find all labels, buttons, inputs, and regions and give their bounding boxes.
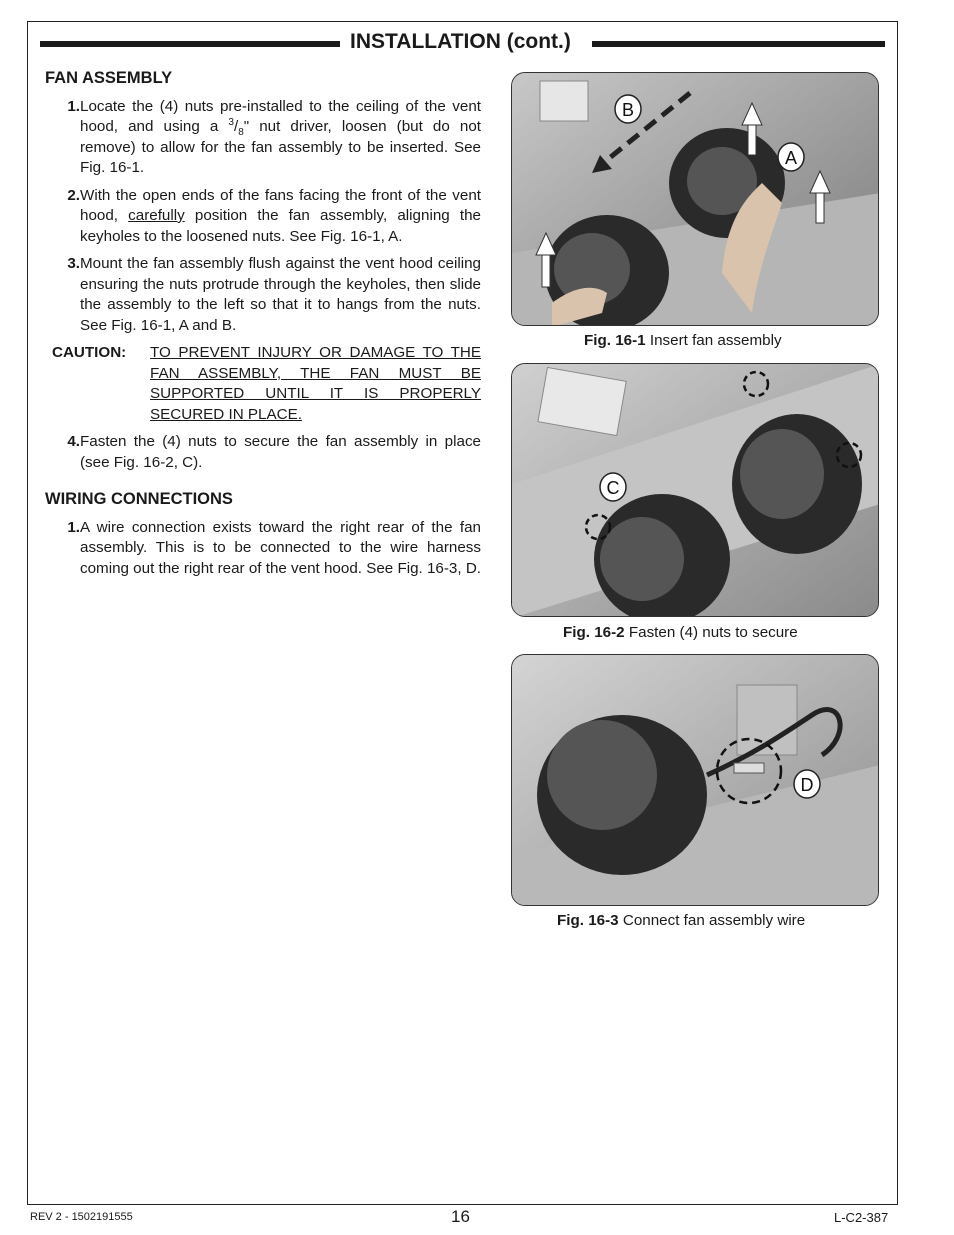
wire-connector: [734, 763, 764, 773]
callout-label-c: C: [606, 478, 620, 498]
title-rule-right: [592, 41, 885, 47]
figure-caption-text: Insert fan assembly: [649, 332, 782, 349]
callout-label-d: D: [800, 775, 814, 795]
figure-16-2-caption: [563, 624, 798, 641]
figure-caption-text: Fasten (4) nuts to secure: [628, 624, 798, 641]
step-text: Mount the fan assembly flush against the vent hood ceiling ensuring the nuts protrude through the keyholes, then slide the assembly to the left so that it to hangs from the nuts. See Fig. 16-1, A and B.: [80, 255, 481, 334]
document-code: L-C2-387: [834, 1210, 889, 1225]
fan-step-2: [45, 186, 481, 248]
step-number: 1.: [67, 518, 80, 536]
figure-16-2-photo: [511, 363, 879, 617]
callout-label-a: A: [784, 148, 798, 168]
wire-connect-illustration: [512, 655, 879, 906]
figure-16-1-photo: [511, 72, 879, 326]
figure-16-3-photo: [511, 654, 879, 906]
figure-id: Fig. 16-1: [584, 332, 646, 349]
fan-step-4: [45, 432, 481, 473]
figure-id: Fig. 16-3: [557, 912, 619, 929]
step-text-part: Locate the (4) nuts pre-installed to the ceiling of the vent hood, and using a: [80, 97, 481, 135]
fan-assembly-heading: FAN ASSEMBLY: [45, 69, 173, 87]
figure-16-3-caption: [557, 912, 805, 929]
emphasis-underline: carefully: [128, 207, 185, 224]
page-header: [40, 28, 885, 62]
fraction-denominator: 8: [238, 127, 244, 139]
step-number: 4.: [67, 433, 80, 450]
figure-caption-text: Connect fan assembly wire: [622, 912, 806, 929]
step-number: 3.: [67, 255, 80, 272]
instructions-column: [45, 68, 481, 586]
wiring-step-1: [45, 518, 481, 580]
fan-insertion-illustration: [512, 73, 879, 326]
fraction-numerator: 3: [228, 116, 234, 128]
step-text-part: position the fan assembly, aligning the keyholes to the loosened nuts. See Fig. 16-1, A.: [80, 207, 481, 245]
step-number: 2.: [67, 186, 80, 204]
fan-step-1: [45, 97, 481, 179]
step-text: Fasten the (4) nuts to secure the fan assembly in place (see Fig. 16-2, C).: [80, 433, 481, 471]
step-text: [80, 186, 481, 248]
footer-revision: REV 2 - 1502191555: [30, 1211, 133, 1223]
page-title: INSTALLATION (cont.): [350, 30, 571, 53]
figure-16-1-caption: [584, 332, 782, 349]
figure-id: Fig. 16-2: [563, 624, 625, 641]
fan-step-3: [45, 254, 481, 336]
step-text: Locate the (4) nuts pre-installed to the ceiling of the vent hood, and using a $^3/_8$" nut driver, loosen (but do not remove) to allow for the fan assembly to be inserted. See Fig. 16-1.: [80, 97, 482, 176]
caution-label: CAUTION:: [52, 344, 127, 361]
step-number: 1.: [67, 97, 80, 115]
caution-text: TO PREVENT INJURY OR DAMAGE TO THE FAN ASSEMBLY, THE FAN MUST BE SUPPORTED UNTIL IT IS PROPERLY SECURED IN PLACE.: [150, 344, 481, 423]
title-rule-left: [40, 41, 340, 47]
wiring-heading: WIRING CONNECTIONS: [45, 490, 233, 508]
step-text-part: " nut driver, loosen (but do not remove) to allow for the fan assembly to be inserted. See Fig. 16-1.: [80, 118, 482, 176]
page-number: 16: [451, 1207, 470, 1226]
step-text-part: With the open ends of the fans facing the front of the vent hood,: [80, 186, 481, 224]
fan-fasten-illustration: [512, 364, 879, 617]
caution-note: [52, 343, 481, 425]
callout-label-b: B: [621, 100, 635, 120]
step-text: A wire connection exists toward the right rear of the fan assembly. This is to be connected to the wire harness coming out the right rear of the vent hood. See Fig. 16-3, D.: [80, 518, 482, 577]
